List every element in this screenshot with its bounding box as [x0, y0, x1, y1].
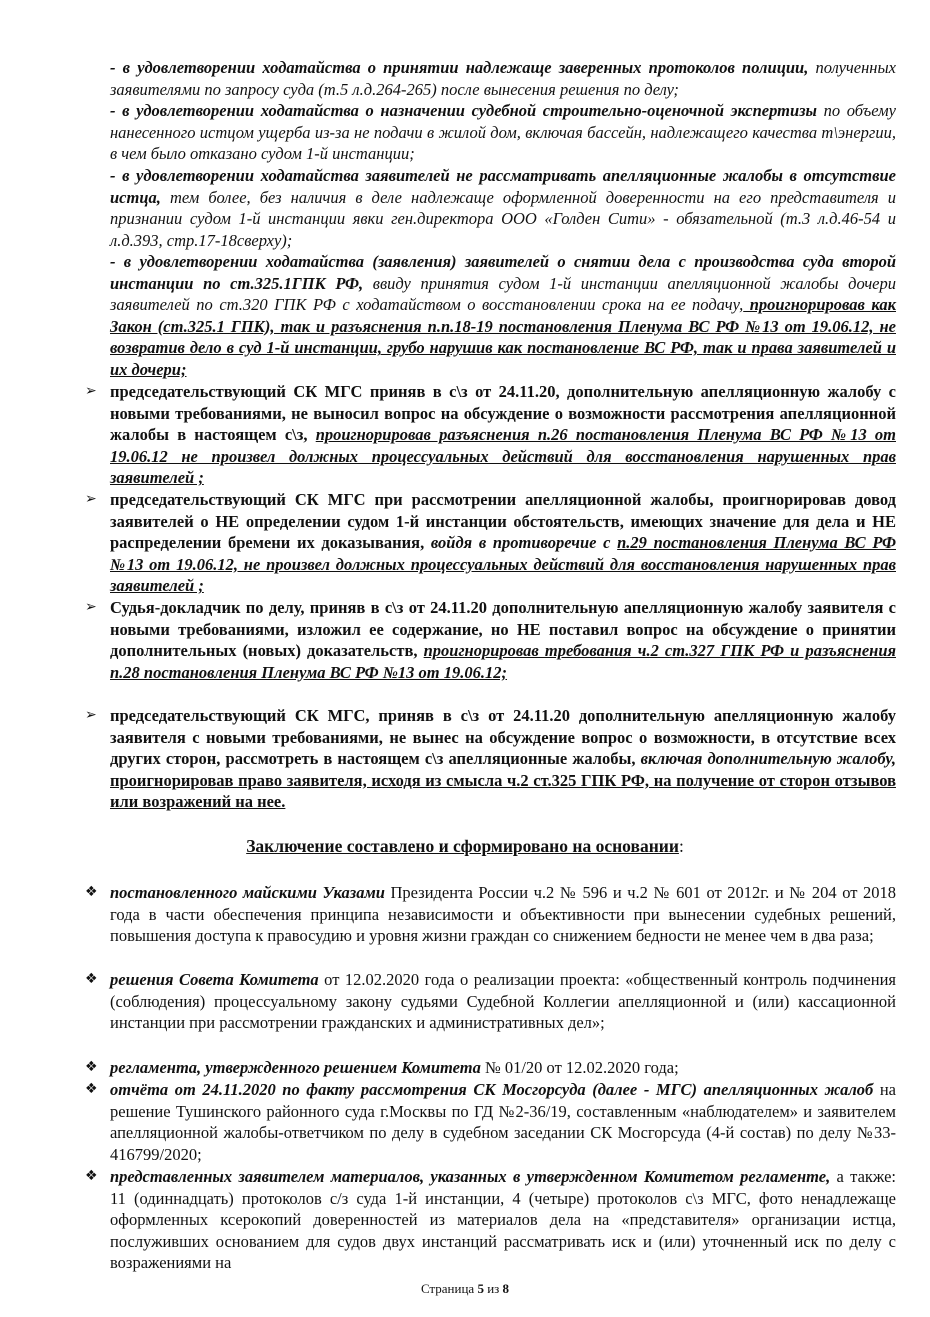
arrow-bullet-icon: ➢ — [85, 383, 97, 399]
page-footer: Страница 5 из 8 — [420, 1281, 510, 1296]
arrow-item-1: ➢ председательствующий СК МГС приняв в с\з от 24.11.20, дополнительную апелляционную жалобу с новыми требованиями, не выносил вопрос на обсуждение о возможности рассмотрения апелляционной жалобы в настоящем с\з, проигнорировав разъяснения п.26 постановления Пленума ВС РФ №13 от 19.06.12 не произвел должных процессуальных действий для восстановления нарушенных прав заявителей ; — [85, 382, 896, 488]
arrow-bullet-icon: ➢ — [85, 599, 97, 615]
four-diamond-bullet-icon: ❖ — [85, 971, 98, 987]
arrow-bullet-icon: ➢ — [85, 491, 97, 507]
arrow-bullet-icon: ➢ — [85, 707, 97, 723]
conclusion-item-council: ❖ решения Совета Комитета от 12.02.2020 года о реализации проекта: «общественный контроль подчинения (соблюдения) процессуальному закону судьями Судебной Коллегии апелляционной и (или) кассационной инстанции при рассмотрении гражданских и административных дел»; — [85, 970, 896, 1033]
arrow-item-2: ➢ председательствующий СК МГС при рассмотрении апелляционной жалобы, проигнорировав довод заявителей о НЕ определении судом 1-й инстанции обстоятельств, имеющих значение для дела и НЕ распределении бремени их доказывания, войдя в противоречие с п.29 постановления Пленума ВС РФ №13 от 19.06.12, не произвел должных процессуальных действий для восстановления нарушенных прав заявителей ; — [85, 490, 896, 596]
arrow-item-4: ➢ председательствующий СК МГС, приняв в с\з от 24.11.20 дополнительную апелляционную жалобу заявителя с новыми требованиями, не вынес на обсуждение вопрос о возможности, в отсутствие всех других сторон, рассмотреть в настоящем с\з апелляционные жалобы, включая дополнительную жалобу, проигнорировав право заявителя, исходя из смысла ч.2 ст.325 ГПК РФ, на получение от сторон отзывов или возражений на нее. — [85, 706, 896, 812]
four-diamond-bullet-icon: ❖ — [85, 1168, 98, 1184]
dash-item-withdrawal: - в удовлетворении ходатайства (заявления) заявителей о снятии дела с производства суда второй инстанции по ст.325.1ГПК РФ, ввиду принятия судом 1-й инстанции апелляционной жалобы дочери заявителей по ст.320 ГПК РФ с ходатайством о восстановлении срока на ее подачу, проигнорировав как Закон (ст.325.1 ГПК), так и разъяснения п.п.18-19 постановления Пленума ВС РФ №13 от 19.06.12, не возвратив дело в суд 1-й инстанции, грубо нарушив как постановление ВС РФ, так и права заявителей и их дочери; — [110, 252, 897, 379]
conclusion-item-materials: ❖ представленных заявителем материалов, указанных в утвержденном Комитетом регламенте, а также: 11 (одиннадцать) протоколов с/з суда 1-й инстанции, 4 (четыре) протоколов с\з МГС, фото ненадлежаще оформленных ксерокопий доверенностей из материалов дела на «представителя» организации истца, послуживших основанием для судов двух инстанций рассматривать иск и (или) уточненный иск по делу с возражениями на — [85, 1167, 897, 1273]
dash-item-absence: - в удовлетворении ходатайства заявителей не рассматривать апелляционные жалобы в отсутствие истца, тем более, без наличия в деле надлежаще оформленной доверенности на его представителя и признании судом 1-й инстанции явки ген.директора ООО «Голден Сити» - обязательной (т.3 л.д.46-54 и л.д.393, стр.17-18сверху); — [110, 166, 896, 250]
dash-item-expertise: - в удовлетворении ходатайства о назначении судебной строительно-оценочной экспертизы по объему нанесенного истцом ущерба из-за не подачи в жилой дом, включая бассейн, надлежащего качества т\энергии, в чем было отказано судом 1-й инстанции; — [110, 101, 896, 164]
four-diamond-bullet-icon: ❖ — [85, 1059, 98, 1075]
dash-item-police-protocols: - в удовлетворении ходатайства о принятии надлежаще заверенных протоколов полиции, полученных заявителями по запросу суда (т.5 л.д.264-265) после вынесения решения по делу; — [110, 58, 896, 99]
conclusion-item-regulation: ❖ регламента, утвержденного решением Комитета № 01/20 от 12.02.2020 года; — [85, 1058, 679, 1077]
four-diamond-bullet-icon: ❖ — [85, 884, 98, 900]
conclusion-item-decrees: ❖ постановленного майскими Указами Президента России ч.2 № 596 и ч.2 № 601 от 2012г. и № 204 от 2018 года в части обеспечения принципа независимости и объективности при вынесении судебных решений, повышения доступа к правосудию и уровня жизни граждан со снижением бедности не менее чем в два раза; — [85, 883, 896, 946]
arrow-item-3: ➢ Судья-докладчик по делу, приняв в с\з от 24.11.20 дополнительную апелляционную жалобу заявителя с новыми требованиями, изложил ее содержание, но НЕ поставил вопрос на обсуждение о принятии дополнительных (новых) доказательств, проигнорировав требования ч.2 ст.327 ГПК РФ и разъяснения п.28 постановления Пленума ВС РФ №13 от 19.06.12; — [85, 598, 896, 682]
four-diamond-bullet-icon: ❖ — [85, 1081, 98, 1097]
section-heading: Заключение составлено и сформировано на основании: — [246, 836, 684, 856]
conclusion-item-report: ❖ отчёта от 24.11.2020 по факту рассмотрения СК Мосгорсуда (далее - МГС) апелляционных жалоб на решение Тушинского районного суда г.Москвы по ГД №2-36/19, составленным «наблюдателем» и заявителем апелляционной жалобы-ответчиком по делу в судебном заседании СК Мосгорсуда (4-й состав) по делу №33-416799/2020; — [85, 1080, 897, 1164]
